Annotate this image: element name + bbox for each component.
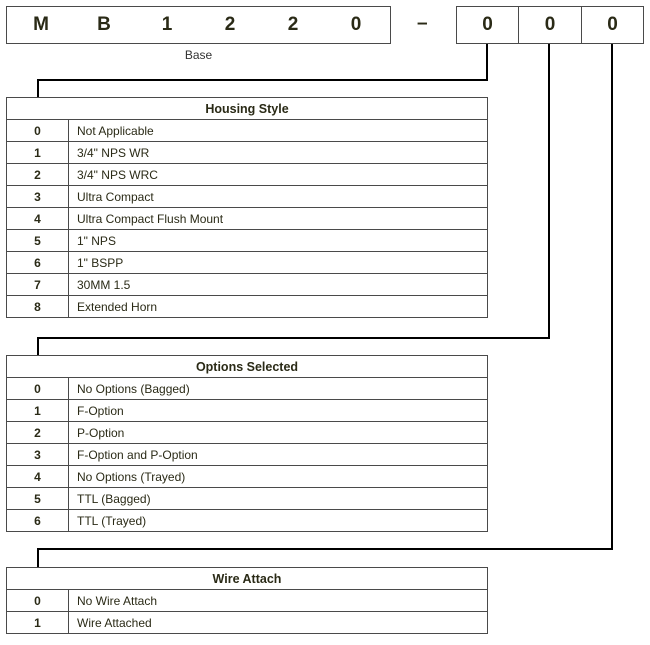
option-code: 7 xyxy=(7,274,69,296)
table-row xyxy=(7,164,488,186)
housing-style-table xyxy=(6,97,488,318)
base-char: 1 xyxy=(161,14,173,35)
table-row xyxy=(7,208,488,230)
options-selected-table xyxy=(6,355,488,532)
option-code: 4 xyxy=(7,208,69,230)
option-code: 6 xyxy=(7,252,69,274)
option-code: 3 xyxy=(7,444,69,466)
base-char: M xyxy=(33,14,49,35)
option-code: 1 xyxy=(7,400,69,422)
separator-dash: – xyxy=(417,13,428,34)
option-code: 1 xyxy=(7,612,69,634)
option-desc: P-Option xyxy=(69,422,488,444)
option-desc: Wire Attached xyxy=(69,612,488,634)
housing-connector-vertical xyxy=(486,44,488,81)
base-char: 2 xyxy=(224,14,236,35)
housing-style-title: Housing Style xyxy=(7,98,488,120)
option-desc: 3/4" NPS WR xyxy=(69,142,488,164)
option-desc: Ultra Compact Flush Mount xyxy=(69,208,488,230)
table-row xyxy=(7,252,488,274)
option-desc: No Options (Bagged) xyxy=(69,378,488,400)
option-code: 0 xyxy=(7,590,69,612)
option-desc: Not Applicable xyxy=(69,120,488,142)
table-row xyxy=(7,590,488,612)
housing-connector-horizontal xyxy=(37,79,488,81)
option-code: 1 xyxy=(7,142,69,164)
option-code: 3 xyxy=(7,186,69,208)
option-code: 8 xyxy=(7,296,69,318)
table-row xyxy=(7,444,488,466)
option-desc: TTL (Trayed) xyxy=(69,510,488,532)
wire-attach-digit-box: 0 xyxy=(581,6,644,44)
table-row xyxy=(7,612,488,634)
wire-connector-vertical xyxy=(611,44,613,550)
table-row xyxy=(7,378,488,400)
wire-attach-title: Wire Attach xyxy=(7,568,488,590)
option-code: 5 xyxy=(7,230,69,252)
base-char: B xyxy=(97,14,111,35)
option-code: 6 xyxy=(7,510,69,532)
option-code: 2 xyxy=(7,422,69,444)
option-desc: No Options (Trayed) xyxy=(69,466,488,488)
table-row xyxy=(7,466,488,488)
option-desc: 3/4" NPS WRC xyxy=(69,164,488,186)
wire-connector-horizontal xyxy=(37,548,613,550)
option-code: 4 xyxy=(7,466,69,488)
housing-connector-drop xyxy=(37,79,39,98)
options-connector-drop xyxy=(37,337,39,355)
option-code: 0 xyxy=(7,120,69,142)
base-char: 2 xyxy=(287,14,299,35)
table-row xyxy=(7,510,488,532)
option-desc: No Wire Attach xyxy=(69,590,488,612)
table-row xyxy=(7,186,488,208)
options-connector-vertical xyxy=(548,44,550,339)
table-row xyxy=(7,296,488,318)
table-row xyxy=(7,488,488,510)
option-desc: F-Option and P-Option xyxy=(69,444,488,466)
base-char: 0 xyxy=(350,14,362,35)
option-desc: TTL (Bagged) xyxy=(69,488,488,510)
option-desc: F-Option xyxy=(69,400,488,422)
options-digit-box: 0 xyxy=(518,6,582,44)
table-row xyxy=(7,400,488,422)
wire-attach-table xyxy=(6,567,488,634)
option-desc: 1" NPS xyxy=(69,230,488,252)
option-code: 2 xyxy=(7,164,69,186)
option-code: 5 xyxy=(7,488,69,510)
option-desc: Extended Horn xyxy=(69,296,488,318)
housing-style-digit-box: 0 xyxy=(456,6,519,44)
option-code: 0 xyxy=(7,378,69,400)
table-row xyxy=(7,142,488,164)
table-row xyxy=(7,230,488,252)
table-row xyxy=(7,120,488,142)
option-desc: 1" BSPP xyxy=(69,252,488,274)
option-desc: 30MM 1.5 xyxy=(69,274,488,296)
option-desc: Ultra Compact xyxy=(69,186,488,208)
base-label: Base xyxy=(184,48,213,62)
table-row xyxy=(7,274,488,296)
base-part-number-box xyxy=(6,6,391,44)
table-row xyxy=(7,422,488,444)
options-connector-horizontal xyxy=(37,337,550,339)
wire-connector-drop xyxy=(37,548,39,567)
options-selected-title: Options Selected xyxy=(7,356,488,378)
